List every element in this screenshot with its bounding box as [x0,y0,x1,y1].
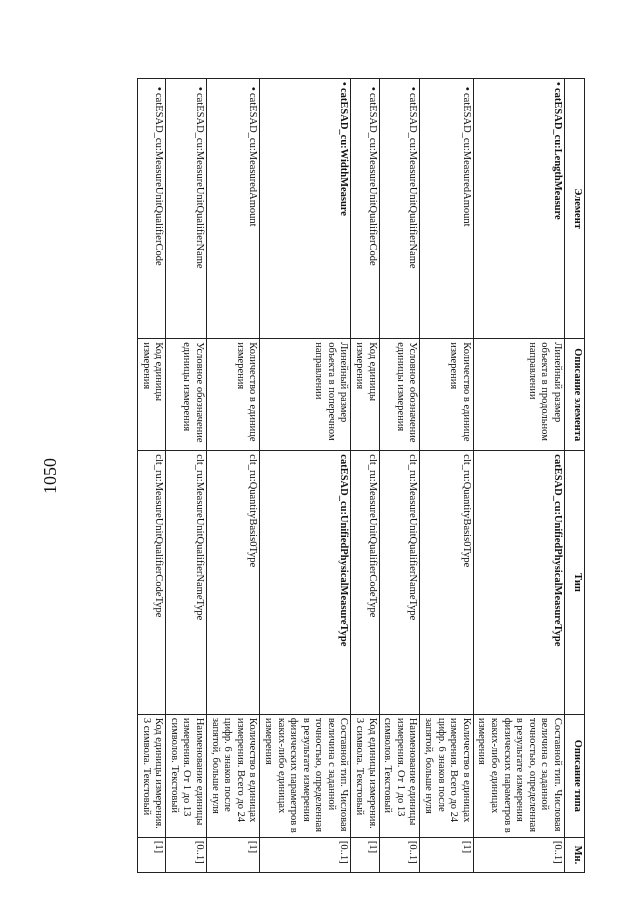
header-element-description: Описание элемента [565,339,585,451]
header-element: Элемент [565,79,585,339]
cell-element [473,79,564,339]
table-body [138,79,565,873]
cell-multiplicity: [0..1] [473,837,564,872]
page-number: 1050 [40,458,60,494]
cell-type: clt_ru:MeasureUnitQualifierNameType [166,451,207,715]
table-row [351,79,379,873]
bullet-marker: • [366,87,378,91]
cell-element-description: Количество в единице измерения [420,339,473,451]
cell-type-description: Количество в единицах измерения. Всего до 24 цифр. 6 знаков после запятой, больше нуля [420,714,473,837]
element-name: catESAD_cu:WidthMeasure [338,88,350,216]
element-name: catESAD_cu:MeasureUnitQualifierName [193,93,205,269]
cell-multiplicity: [1] [351,837,379,872]
table-row [166,79,207,873]
table-row [379,79,420,873]
cell-type: clt_ru:MeasureUnitQualifierNameType [379,451,420,715]
cell-element-description: Код единицы измерения [351,339,379,451]
cell-type: clt_ru:MeasureUnitQualifierCodeType [351,451,379,715]
cell-element-description: Код единицы измерения [138,339,166,451]
table-row [420,79,473,873]
table-row [138,79,166,873]
cell-type: catESAD_cu:UnifiedPhysicalMeasureType [260,451,351,715]
table-row [260,79,351,873]
element-name: catESAD_cu:MeasureUnitQualifierCode [153,93,165,266]
cell-element-description: Линейный размер объекта в продольном направлении [473,339,564,451]
bullet-marker: • [552,82,563,86]
cell-element-description: Количество в единице измерения [206,339,259,451]
cell-type: catESAD_cu:UnifiedPhysicalMeasureType [473,451,564,715]
cell-element [420,79,473,339]
cell-multiplicity: [1] [138,837,166,872]
cell-type-description: Составной тип. Числовая величина с заданной точностью, определенная в результате измерения физических параметров в каких-либо единицах измерения [260,714,351,837]
cell-type: clt_ru:QuantityBasis0Type [206,451,259,715]
table-row [206,79,259,873]
header-type: Тип [565,451,585,715]
element-name: catESAD_cu:MeasureUnitQualifierCode [366,93,378,266]
element-name: catESAD_cu:MeasuredAmount [460,93,472,227]
cell-type-description: Составной тип. Числовая величина с заданной точностью, определенная в результате измерения физических параметров в каких-либо единицах измерения [473,714,564,837]
element-name: catESAD_cu:MeasureUnitQualifierName [407,93,419,269]
cell-multiplicity: [1] [420,837,473,872]
cell-multiplicity: [0..1] [379,837,420,872]
cell-type-description: Код единицы измерения. 3 символа. Текстовый [351,714,379,837]
cell-multiplicity: [0..1] [166,837,207,872]
table-header-row [565,79,585,873]
cell-element [206,79,259,339]
cell-type-description: Количество в единицах измерения. Всего до 24 цифр. 6 знаков после запятой, больше нуля [206,714,259,837]
cell-type: clt_ru:MeasureUnitQualifierCodeType [138,451,166,715]
cell-type-description: Код единицы измерения. 3 символа. Текстовый [138,714,166,837]
bullet-marker: • [407,87,419,91]
cell-element [351,79,379,339]
cell-element-description: Условное обозначение единицы измерения [379,339,420,451]
bullet-marker: • [193,87,205,91]
cell-type: clt_ru:QuantityBasis0Type [420,451,473,715]
cell-element [379,79,420,339]
cell-type-description: Наименование единицы измерения. От 1 до 13 символов. Текстовый [379,714,420,837]
bullet-marker: • [247,87,259,91]
cell-multiplicity: [1] [206,837,259,872]
table-row [473,79,564,873]
rotated-table-container [57,78,585,873]
bullet-marker: • [153,87,165,91]
cell-element-description: Линейный размер объекта в поперечном направлении [260,339,351,451]
cell-element [138,79,166,339]
cell-element [166,79,207,339]
schema-table [137,78,585,873]
element-name: catESAD_cu:LengthMeasure [552,88,563,220]
cell-element-description: Условное обозначение единицы измерения [166,339,207,451]
cell-element [260,79,351,339]
header-type-description: Описание типа [565,714,585,837]
cell-type-description: Наименование единицы измерения. От 1 до 13 символов. Текстовый [166,714,207,837]
element-name: catESAD_cu:MeasuredAmount [247,93,259,227]
cell-multiplicity: [0..1] [260,837,351,872]
bullet-marker: • [460,87,472,91]
header-multiplicity: Мн. [565,837,585,872]
bullet-marker: • [338,82,350,86]
